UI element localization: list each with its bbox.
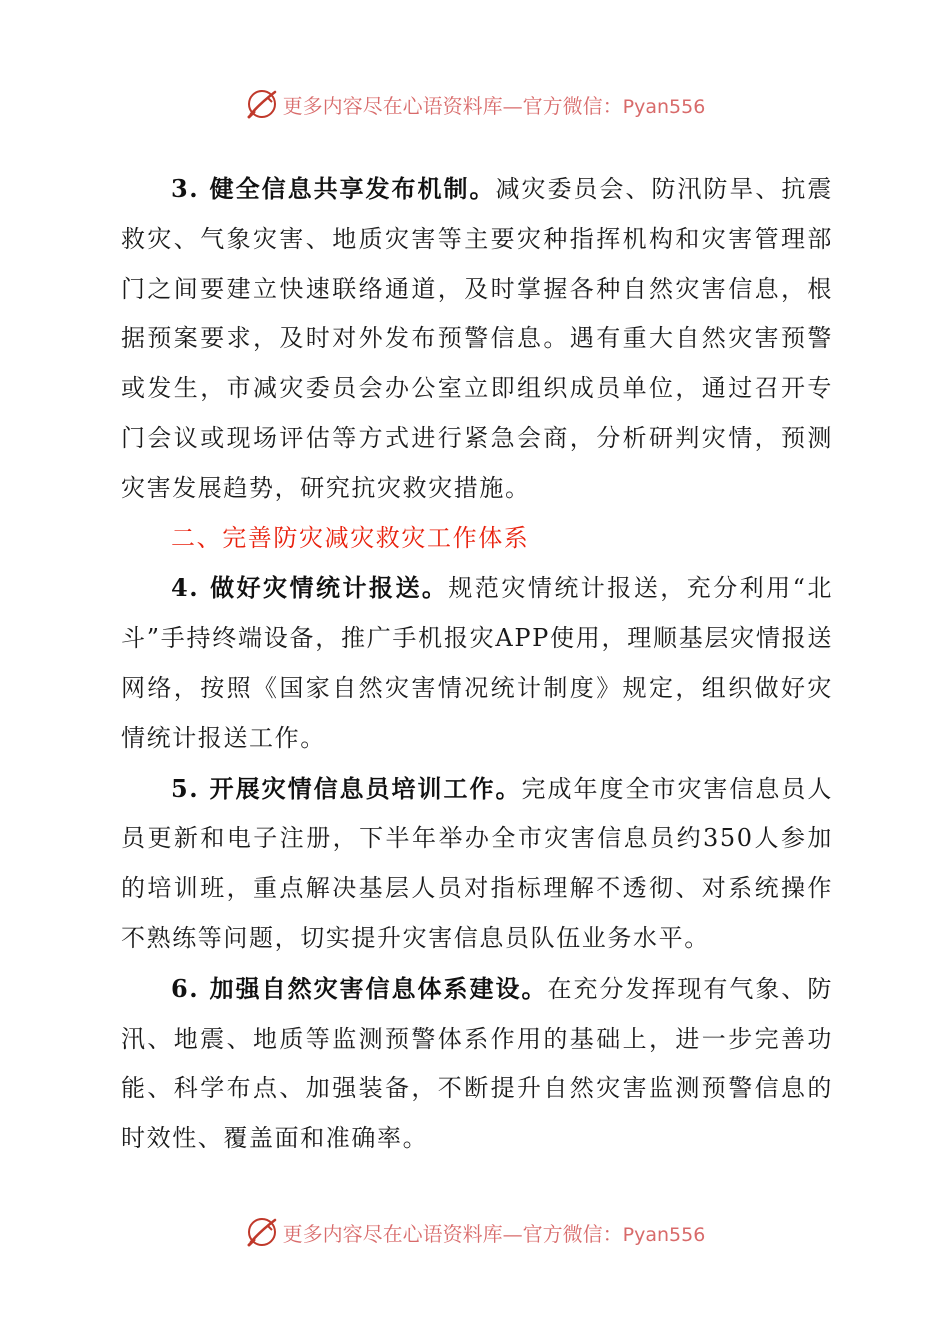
item-5-paragraph <box>121 764 833 964</box>
header-banner <box>0 84 950 124</box>
footer-banner <box>0 1212 950 1252</box>
section-title: 二、完善防灾减灾救灾工作体系 <box>171 523 530 552</box>
item-3-body: 减灾委员会、防汛防旱、抗震救灾、气象灾害、地质灾害等主要灾种指挥机构和灾害管理部门之间要建立快速联络通道，及时掌握各种自然灾害信息，根据预案要求，及时对外发布预警信息。遇有重大自然灾害预警或发生，市减灾委员会办公室立即组织成员单位，通过召开专门会议或现场评估等方式进行紧急会商，分析研判灾情，预测灾害发展趋势，研究抗灾救灾措施。 <box>121 175 833 502</box>
banner-text: 更多内容尽在心语资料库—官方微信：Pyan556 <box>282 1221 706 1246</box>
item-3-heading: 3. 健全信息共享发布机制。 <box>171 174 496 203</box>
item-6-body: 在充分发挥现有气象、防汛、地震、地质等监测预警体系作用的基础上，进一步完善功能、科学布点、加强装备，不断提升自然灾害监测预警信息的时效性、覆盖面和准确率。 <box>121 974 833 1153</box>
banner-text: 更多内容尽在心语资料库—官方微信：Pyan556 <box>282 93 706 118</box>
banner-wechat-id: Pyan556 <box>622 1223 706 1246</box>
item-5-body: 完成年度全市灾害信息员人员更新和电子注册，下半年举办全市灾害信息员约350人参加的培训班，重点解决基层人员对指标理解不透彻、对系统操作不熟练等问题，切实提升灾害信息员队伍业务水平。 <box>121 774 833 952</box>
banner-wechat-id: Pyan556 <box>622 95 706 118</box>
item-4-paragraph <box>121 563 833 763</box>
pen-logo-icon <box>245 1215 279 1249</box>
item-6-heading: 6. 加强自然灾害信息体系建设。 <box>171 973 548 1003</box>
document-body <box>121 164 833 1164</box>
item-5-heading: 5. 开展灾情信息员培训工作。 <box>171 773 522 803</box>
item-6-paragraph <box>121 964 833 1164</box>
item-4-heading: 4. 做好灾情统计报送。 <box>171 573 449 603</box>
item-4-body: 规范灾情统计报送，充分利用“北斗”手持终端设备，推广手机报灾APP使用，理顺基层灾情报送网络，按照《国家自然灾害情况统计制度》规定，组织做好灾情统计报送工作。 <box>121 574 833 752</box>
pen-logo-icon <box>245 87 279 121</box>
item-3-paragraph <box>121 164 833 514</box>
